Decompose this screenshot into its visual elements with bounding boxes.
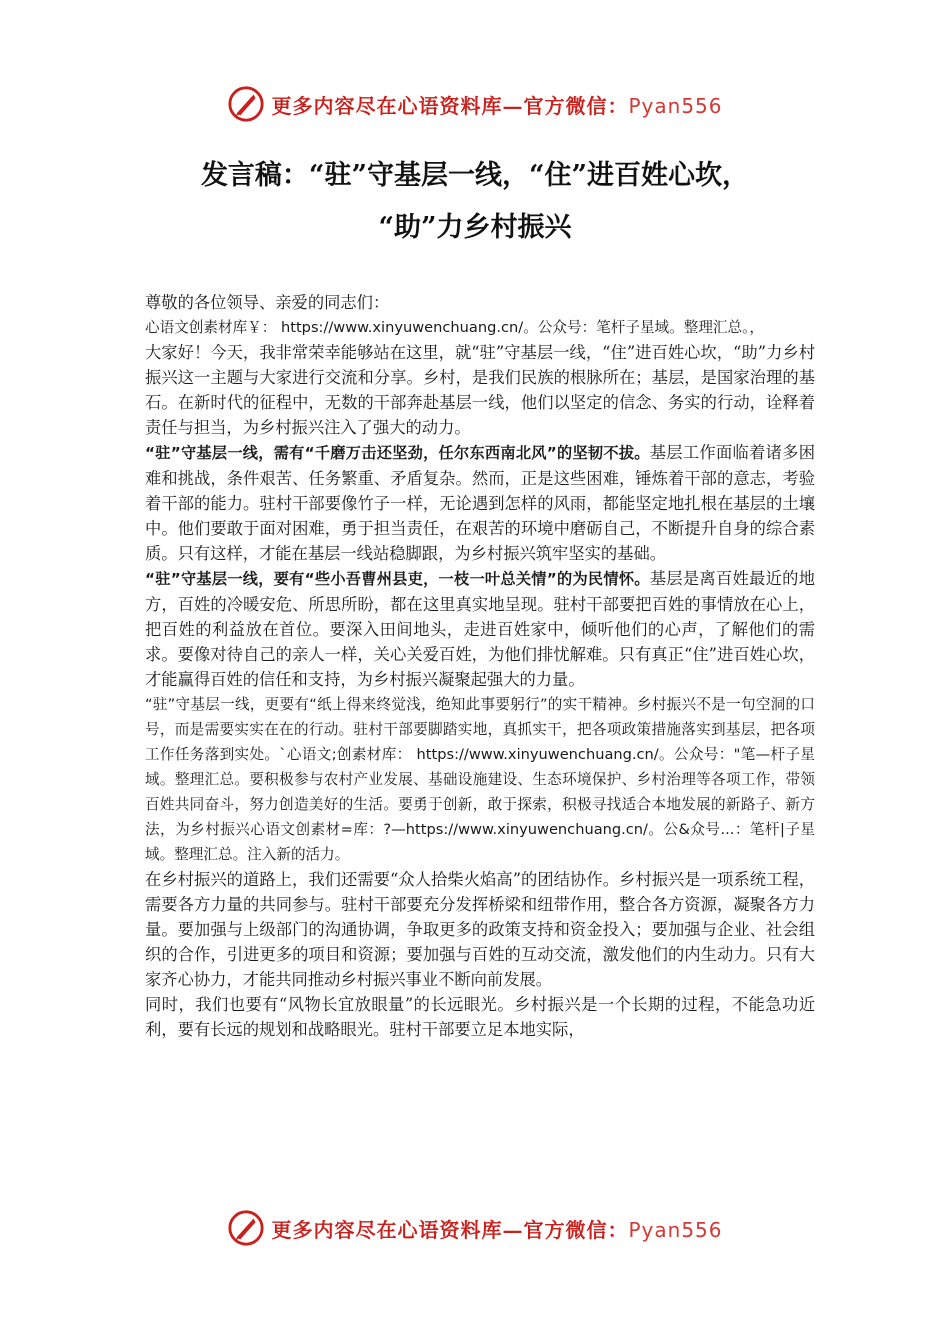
title-line-2: “助”力乡村振兴 bbox=[378, 212, 572, 243]
paragraph-2-heading: “驻”守基层一线，需有“千磨万击还坚劲，任尔东西南北风”的坚韧不拔。 bbox=[145, 444, 650, 462]
wechat-id: Pyan556 bbox=[628, 1217, 723, 1242]
title-line-1: 发言稿：“驻”守基层一线，“住”进百姓心坎， bbox=[200, 160, 750, 191]
paragraph-4: “驻”守基层一线，更要有“纸上得来终觉浅，绝知此事要躬行”的实干精神。乡村振兴不是一句空洞的口号，而是需要实实在在的行动。驻村干部要脚踏实地，真抓实干，把各项政策措施落实到基层，把各项工作任务落到实处。`心语文;创素材库： https://www.xinyuwenchuang.cn/。公众号："笔—杆子星域。整理汇总。要积极参与农村产业发展、基础设施建设、生态环境保护、乡村治理等各项工作，带领百姓共同奋斗，努力创造美好的生活。要勇于创新，敢于探索，积极寻找适合本地发展的新路子、新方法，为乡村振兴心语文创素材=库：?—https://www.xinyuwenchuang.cn/。公&众号...：笔杆|子星域。整理汇总。注入新的活力。 bbox=[145, 696, 815, 863]
banner-text: 更多内容尽在心语资料库—官方微信：Pyan556 bbox=[271, 93, 723, 118]
paragraph-5: 在乡村振兴的道路上，我们还需要“众人拾柴火焰高”的团结协作。乡村振兴是一项系统工程，需要各方力量的共同参与。驻村干部要充分发挥桥梁和纽带作用，整合各方资源，凝聚各方力量。要加强与上级部门的沟通协调，争取更多的政策支持和资金投入；要加强与企业、社会组织的合作，引进更多的项目和资源；要加强与百姓的互动交流，激发他们的内生动力。只有大家齐心协力，才能共同推动乡村振兴事业不断向前发展。 bbox=[145, 870, 815, 989]
paragraph-2: “驻”守基层一线，需有“千磨万击还坚劲，任尔东西南北风”的坚韧不拔。基层工作面临着诸多困难和挑战，条件艰苦、任务繁重、矛盾复杂。然而，正是这些困难，锤炼着干部的意志，考验着干部的能力。驻村干部要像竹子一样，无论遇到怎样的风雨，都能坚定地扎根在基层的土壤中。他们要敢于面对困难，勇于担当责任，在艰苦的环境中磨砺自己，不断提升自身的综合素质。只有这样，才能在基层一线站稳脚跟，为乡村振兴筑牢坚实的基础。 bbox=[145, 443, 815, 563]
salutation: 尊敬的各位领导、亲爱的同志们： bbox=[145, 293, 390, 312]
header-banner bbox=[0, 82, 950, 126]
paragraph-6: 同时，我们也要有“风物长宜放眼量”的长远眼光。乡村振兴是一个长期的过程，不能急功近利，要有长远的规划和战略眼光。驻村干部要立足本地实际， bbox=[145, 995, 815, 1039]
watermark-line: 心语文创素材库￥： https://www.xinyuwenchuang.cn/。公众号：笔杆子星域。整理汇总。， bbox=[145, 319, 764, 336]
paragraph-3-heading: “驻”守基层一线，要有“些小吾曹州县吏，一枝一叶总关情”的为民情怀。 bbox=[145, 570, 650, 588]
logo-icon bbox=[227, 85, 265, 123]
wechat-id: Pyan556 bbox=[628, 93, 723, 118]
page-title bbox=[100, 150, 850, 254]
footer-banner bbox=[0, 1206, 950, 1250]
document-body bbox=[145, 290, 815, 1042]
banner-text: 更多内容尽在心语资料库—官方微信：Pyan556 bbox=[271, 1217, 723, 1242]
logo-icon bbox=[227, 1209, 265, 1247]
paragraph-3: “驻”守基层一线，要有“些小吾曹州县吏，一枝一叶总关情”的为民情怀。基层是离百姓最近的地方，百姓的冷暖安危、所思所盼，都在这里真实地呈现。驻村干部要把百姓的事情放在心上，把百姓的利益放在首位。要深入田间地头，走进百姓家中，倾听他们的心声，了解他们的需求。要像对待自己的亲人一样，关心关爱百姓，为他们排忧解难。只有真正“住”进百姓心坎，才能赢得百姓的信任和支持，为乡村振兴凝聚起强大的力量。 bbox=[145, 569, 815, 689]
paragraph-intro: 大家好！今天，我非常荣幸能够站在这里，就“驻”守基层一线，“住”进百姓心坎，“助”力乡村振兴这一主题与大家进行交流和分享。乡村，是我们民族的根脉所在；基层，是国家治理的基石。在新时代的征程中，无数的干部奔赴基层一线，他们以坚定的信念、务实的行动，诠释着责任与担当，为乡村振兴注入了强大的动力。 bbox=[145, 343, 815, 437]
